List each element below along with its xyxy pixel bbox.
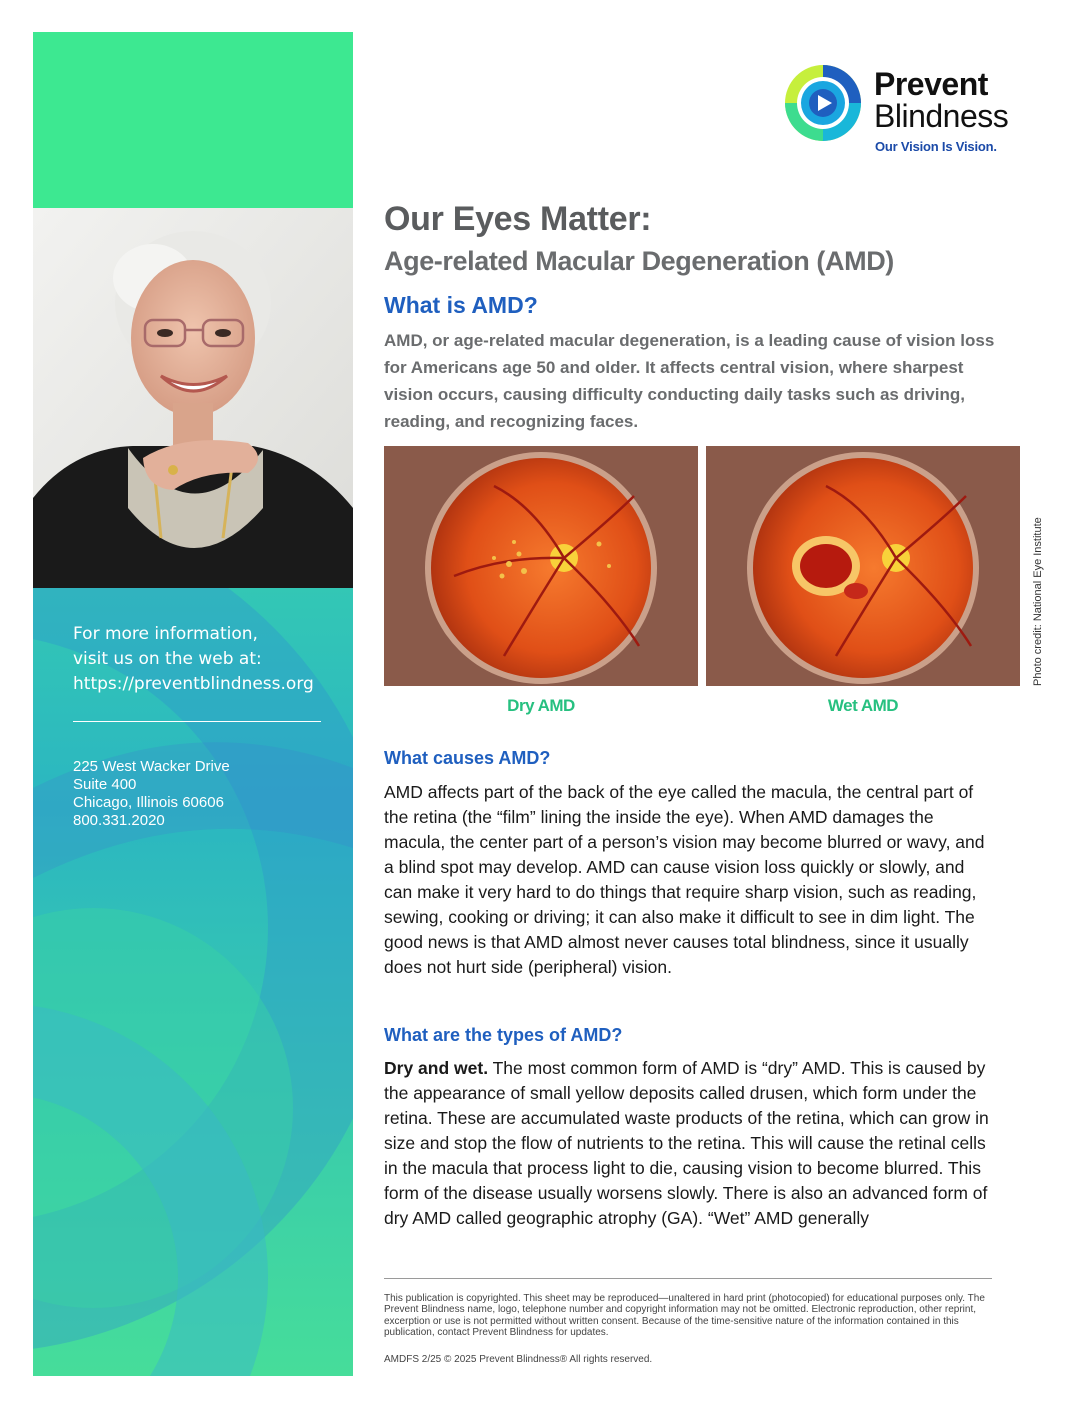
footer-rule	[384, 1278, 992, 1279]
section-heading-types: What are the types of AMD?	[384, 1025, 623, 1045]
address-city: Chicago, Illinois 60606	[73, 794, 224, 811]
photo-credit: Photo credit: National Eye Institute	[1032, 517, 1044, 686]
causes-paragraph: AMD affects part of the back of the eye called the macula, the central part of the retina (the “film” lining the inside the eye). When AMD damages the macula, the center part of a person’s vision may become blurred or wavy, and a blind spot may develop. AMD can cause vision loss quickly or slowly, and can make it very hard to do things that require sharp vision, such as reading, sewing, cooking or driving; it can also make it difficult to see in dim light. The good news is that AMD almost never causes total blindness, since it usually does not hurt side (peripheral) vision.	[384, 782, 985, 977]
more-info-text	[73, 622, 314, 697]
page-title: Our Eyes Matter:	[384, 200, 652, 238]
dry-amd-caption: Dry AMD	[507, 696, 575, 715]
copyright-notice: This publication is copyrighted. This sheet may be reproduced—unaltered in hard print (photocopied) for educational purposes only. The Prevent Blindness name, logo, telephone number and copyright information may not be omitted. Electronic reproduction, other reprint, excerption or use is not permitted without written consent. Because of the time-sensitive nature of the information contained in this publication, contact Prevent Blindness for updates.	[384, 1293, 985, 1338]
eye-logo-icon	[782, 62, 864, 144]
sidebar-divider	[73, 721, 321, 722]
logo-name-line2: Blindness	[874, 98, 1009, 134]
types-lead: Dry and wet.	[384, 1058, 489, 1078]
website-link[interactable]: https://preventblindness.org	[73, 674, 314, 694]
prevent-blindness-logo	[782, 62, 1022, 162]
phone-number: 800.331.2020	[73, 812, 165, 829]
dry-amd-image	[384, 446, 698, 686]
portrait-photo	[33, 208, 353, 588]
sidebar-green-block	[33, 32, 353, 208]
page-subtitle: Age-related Macular Degeneration (AMD)	[384, 246, 894, 276]
address-suite: Suite 400	[73, 776, 137, 793]
sidebar-info-panel	[33, 588, 353, 1376]
wet-amd-image	[706, 446, 1020, 686]
intro-paragraph: AMD, or age-related macular degeneration, is a leading cause of vision loss for Americans age 50 and older. It affects central vision, where sharpest vision occurs, causing difficulty conducting daily tasks such as driving, reading, and recognizing faces.	[384, 331, 995, 431]
address-street: 225 West Wacker Drive	[73, 758, 230, 775]
info-line: visit us on the web at:	[73, 649, 262, 669]
logo-name-line1: Prevent	[874, 66, 988, 102]
document-code: AMDFS 2/25 © 2025 Prevent Blindness® All rights reserved.	[384, 1354, 653, 1365]
info-line: For more information,	[73, 624, 258, 644]
section-heading-what-is: What is AMD?	[384, 292, 538, 318]
logo-tagline: Our Vision Is Vision.	[875, 139, 997, 154]
wet-amd-caption: Wet AMD	[827, 696, 899, 715]
section-heading-causes: What causes AMD?	[384, 748, 551, 768]
sidebar	[33, 32, 353, 1376]
address-block	[73, 758, 230, 830]
types-paragraph	[384, 1056, 996, 1231]
types-text: The most common form of AMD is “dry” AMD. This is caused by the appearance of small yellow deposits called drusen, which form under the retina. These are accumulated waste products of the retina, which can grow in size and stop the flow of nutrients to the retina. This will cause the retinal cells in the macula that process light to die, causing vision to become blurred. This form of the disease usually worsens slowly. There is also an advanced form of dry AMD called geographic atrophy (GA). “Wet” AMD generally	[384, 1058, 989, 1228]
